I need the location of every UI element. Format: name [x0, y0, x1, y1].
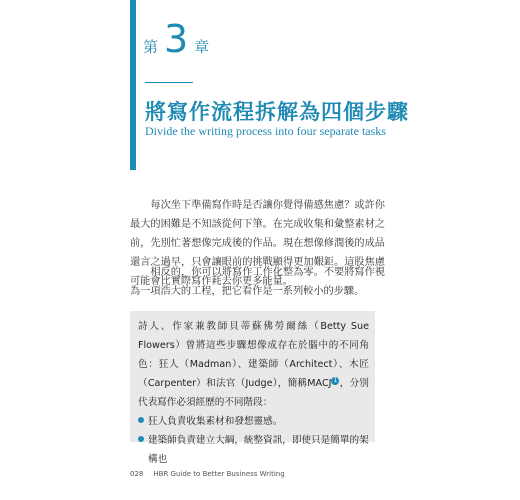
bullet-dot-icon [138, 417, 144, 423]
bullet-dot-icon [138, 436, 144, 442]
chapter-divider [145, 82, 193, 83]
body-paragraph: 相反的，你可以將寫作工作化整為零。不要將寫作視為一項浩大的工程，把它看作是一系列較小的步驟。 [130, 267, 385, 297]
list-item [138, 431, 369, 469]
page-footer [130, 470, 285, 478]
chapter-suffix: 章 [194, 38, 210, 56]
chapter-number: 3 [164, 17, 189, 61]
chapter-accent-bar [130, 0, 136, 170]
list-item-text: 狂人負責收集素材和發想靈感。 [148, 416, 283, 427]
running-title: HBR Guide to Better Business Writing [153, 470, 285, 478]
chapter-title: 將寫作流程拆解為四個步驟 [145, 100, 409, 124]
footnote-marker[interactable]: 1 [331, 377, 339, 385]
chapter-prefix: 第 [143, 38, 159, 56]
page-number: 028 [130, 470, 144, 478]
sidebar-intro-text: 詩人、作家兼教師貝蒂蘇佛勞爾絲（Betty Sue Flowers）曾將這些步驟想像成存在於腦中的不同角色：狂人（Madman）、建築師（Architect）、木匠（Carpenter）和法官（Judge），簡稱MACJ [138, 321, 369, 389]
body-paragraph: 每次坐下準備寫作時是否讓你覺得備感焦慮？或許你最大的困難是不知該從何下筆。在完成收集和彙整素材之前，先別忙著想像完成後的作品。現在想像修潤後的成品還言之過早，只會讓眼前的挑戰顯得更加艱鉅。這股焦慮可能會比實際寫作耗去你更多能量。 [130, 200, 385, 287]
chapter-subtitle-english: Divide the writing process into four separate tasks [145, 124, 386, 138]
list-item [138, 412, 369, 431]
sidebar-box [130, 311, 375, 465]
chapter-label [143, 17, 210, 61]
sidebar-intro [138, 317, 369, 412]
list-item-text: 建築師負責建立大綱，統整資訊，即使只是簡單的架構也 [148, 435, 369, 465]
sidebar-intro-tail: ，分別代表寫作必須經歷的不同階段： [138, 378, 370, 408]
